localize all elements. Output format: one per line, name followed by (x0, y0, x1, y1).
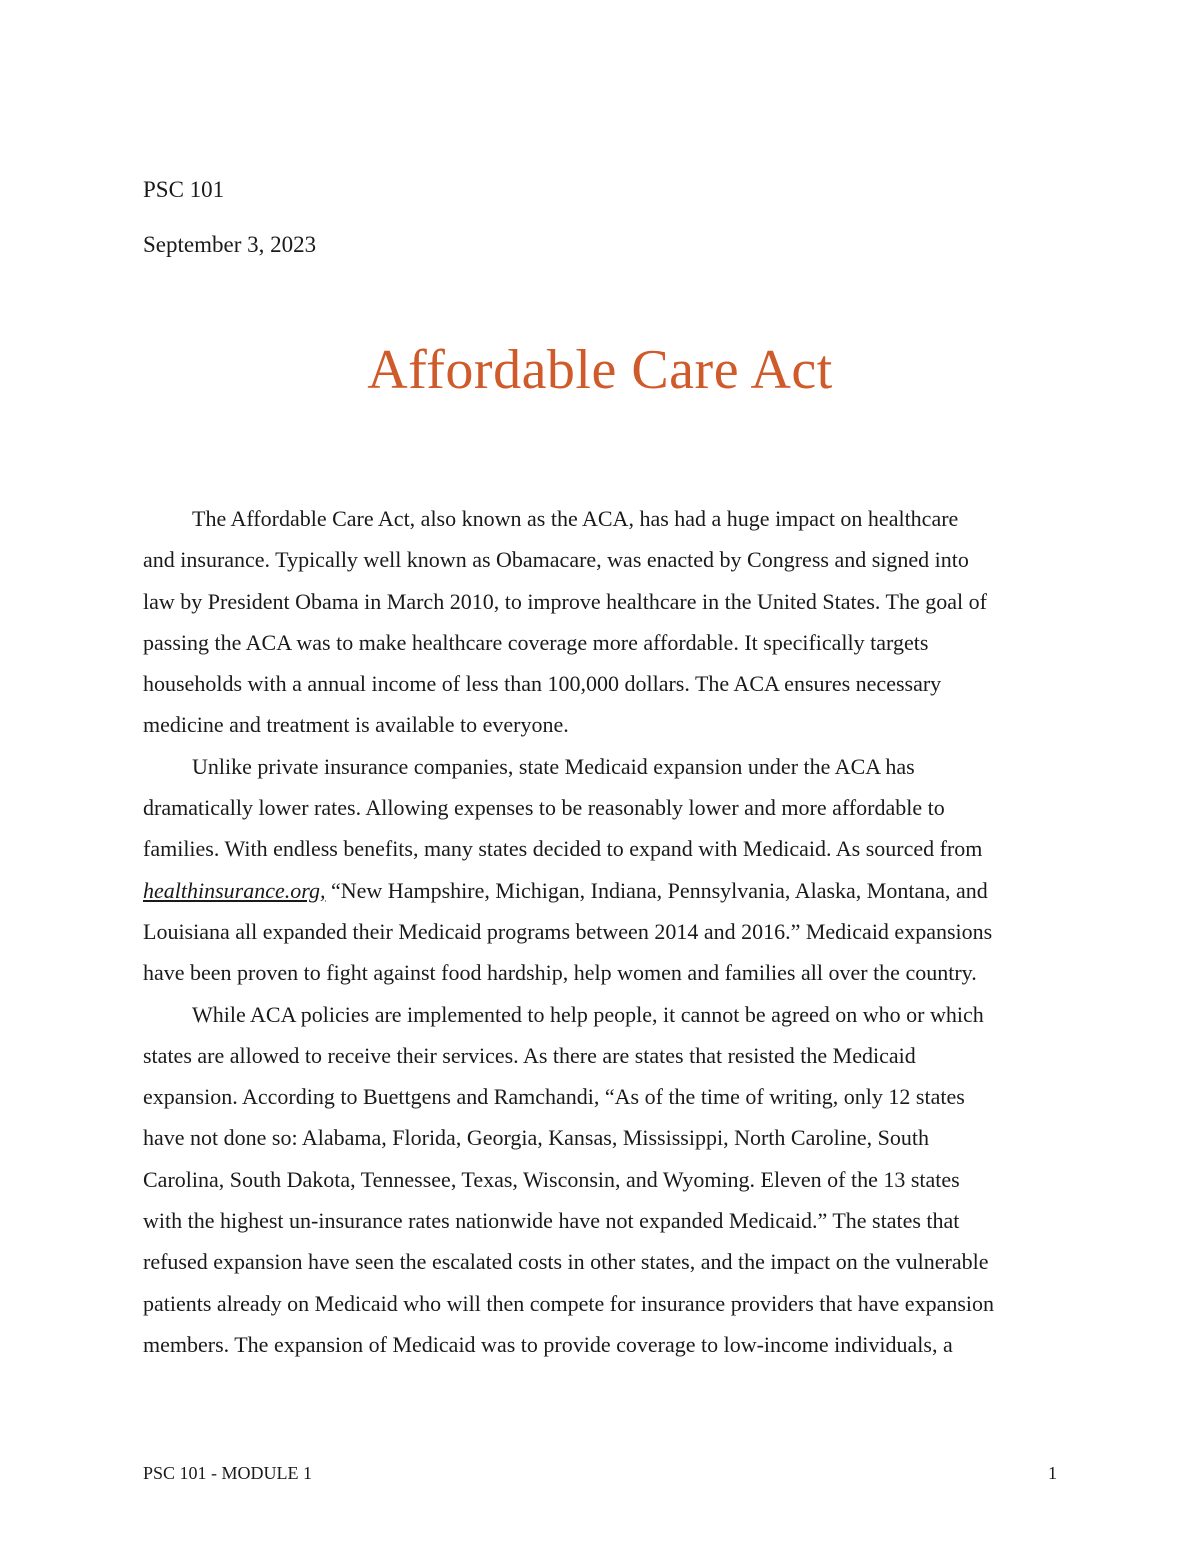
text-line: dramatically lower rates. Allowing expenses to be reasonably lower and more affordable to (143, 795, 945, 821)
text-line: While ACA policies are implemented to help people, it cannot be agreed on who or which (192, 1001, 984, 1027)
page-number: 1 (1048, 1463, 1057, 1483)
paragraph-1 (143, 498, 1058, 746)
source-link[interactable]: healthinsurance.org, (143, 877, 326, 903)
text-line: with the highest un-insurance rates nationwide have not expanded Medicaid.” The states that (143, 1208, 960, 1234)
text-line: members. The expansion of Medicaid was to provide coverage to low-income individuals, a (143, 1331, 953, 1357)
page-footer (143, 1463, 1057, 1484)
paragraph-3 (143, 994, 1058, 1366)
text-line: The Affordable Care Act, also known as the ACA, has had a huge impact on healthcare (192, 506, 959, 531)
text-fragment: “New Hampshire, Michigan, Indiana, Pennsylvania, Alaska, Montana, and (325, 877, 988, 903)
text-line: passing the ACA was to make healthcare coverage more affordable. It specifically targets (143, 629, 929, 655)
text-line: Carolina, South Dakota, Tennessee, Texas, Wisconsin, and Wyoming. Eleven of the 13 states (143, 1166, 960, 1192)
text-line: Unlike private insurance companies, state Medicaid expansion under the ACA has (192, 753, 915, 779)
document-header (143, 178, 316, 288)
text-line: refused expansion have seen the escalated costs in other states, and the impact on the vulnerable (143, 1249, 989, 1275)
course-label: PSC 101 (143, 177, 225, 202)
text-line: families. With endless benefits, many states decided to expand with Medicaid. As sourced from (143, 836, 983, 862)
document-title: Affordable Care Act (367, 339, 833, 401)
text-line: law by President Obama in March 2010, to improve healthcare in the United States. The goal of (143, 588, 987, 614)
document-body (143, 498, 1058, 1365)
text-line: have not done so: Alabama, Florida, Georgia, Kansas, Mississippi, North Caroline, South (143, 1125, 930, 1151)
footer-label: PSC 101 - MODULE 1 (143, 1463, 313, 1483)
text-line: have been proven to fight against food hardship, help women and families all over the country. (143, 960, 977, 986)
text-line: Louisiana all expanded their Medicaid programs between 2014 and 2016.” Medicaid expansions (143, 918, 993, 944)
text-line: states are allowed to receive their services. As there are states that resisted the Medicaid (143, 1042, 916, 1068)
document-date: September 3, 2023 (143, 232, 317, 257)
text-line: medicine and treatment is available to everyone. (143, 712, 569, 738)
text-line-with-source (143, 870, 1058, 911)
text-line: patients already on Medicaid who will then compete for insurance providers that have expansion (143, 1290, 995, 1316)
text-line: and insurance. Typically well known as Obamacare, was enacted by Congress and signed into (143, 547, 969, 573)
text-line: households with a annual income of less than 100,000 dollars. The ACA ensures necessary (143, 671, 942, 697)
text-line: expansion. According to Buettgens and Ramchandi, “As of the time of writing, only 12 states (143, 1084, 965, 1110)
paragraph-2 (143, 746, 1058, 994)
